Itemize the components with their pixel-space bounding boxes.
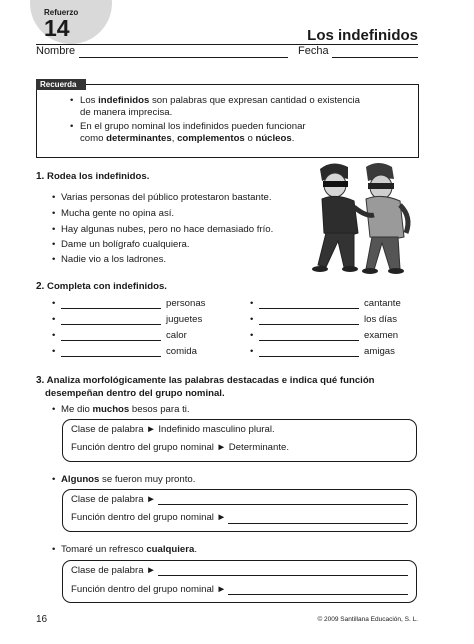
ex1-sentence[interactable]: • Mucha gente no opina así. (52, 208, 175, 219)
recuerda-item-2: • En el grupo nominal los indefinidos pueden funcionar como determinantes, complementos o núcleos. (70, 121, 306, 144)
fill-blank[interactable] (259, 324, 359, 325)
recuerda-item-1: • Los indefinidos son palabras que expresan cantidad o existencia de manera imprecisa. (70, 95, 360, 118)
exercise-2-title: 2. Completa con indefinidos. (36, 281, 167, 292)
function-answer-1: Determinante. (228, 442, 290, 453)
date-label: Fecha (298, 45, 329, 57)
class-answer-1: Indefinido masculino plural. (158, 424, 275, 435)
ex1-sentence[interactable]: • Hay algunas nubes, pero no hace demasiado frío. (52, 224, 274, 235)
tab-label: Refuerzo (44, 8, 79, 17)
header-rule (36, 44, 418, 45)
ex1-sentence[interactable]: • Nadie vio a los ladrones. (52, 254, 167, 265)
page-number: 16 (36, 614, 48, 625)
fill-blank[interactable] (61, 340, 161, 341)
class-row-2: Clase de palabra ► (71, 494, 156, 505)
class-answer-field-2[interactable] (158, 504, 408, 505)
bullet: • (70, 121, 74, 132)
ex3-sentence-3: • Tomaré un refresco cualquiera. (52, 544, 197, 555)
fill-blank[interactable] (61, 324, 161, 325)
bullet: • (70, 95, 74, 106)
sheet-number: 14 (44, 15, 70, 41)
ex3-sentence-1: • Me dio muchos besos para ti. (52, 404, 190, 415)
function-answer-field-3[interactable] (228, 594, 408, 595)
exercise-3-title: 3. Analiza morfológicamente las palabras destacadas e indica qué función desempeñan dentro del grupo nominal. (36, 375, 375, 399)
function-answer-field-2[interactable] (228, 523, 408, 524)
thieves-illustration (308, 157, 422, 275)
header-tab-circle (30, 0, 112, 44)
ex3-sentence-2: • Algunos se fueron muy pronto. (52, 474, 196, 485)
exercise-1-title: 1. Rodea los indefinidos. (36, 171, 150, 182)
recuerda-tag: Recuerda (36, 79, 86, 90)
class-row-1: Clase de palabra ► Indefinido masculino plural. (71, 424, 275, 435)
class-row-3: Clase de palabra ► (71, 565, 156, 576)
fill-blank[interactable] (61, 308, 161, 309)
name-field[interactable] (79, 57, 288, 58)
ex1-sentence[interactable]: • Varias personas del público protestaron bastante. (52, 192, 272, 203)
fill-blank[interactable] (61, 356, 161, 357)
class-answer-field-3[interactable] (158, 575, 408, 576)
function-row-2: Función dentro del grupo nominal ► (71, 512, 227, 523)
name-label: Nombre (36, 45, 76, 57)
fill-blank[interactable] (259, 340, 359, 341)
ex1-sentence[interactable]: • Dame un bolígrafo cualquiera. (52, 239, 190, 250)
fill-blank[interactable] (259, 356, 359, 357)
function-row-1: Función dentro del grupo nominal ► Determinante. (71, 442, 290, 453)
fill-blank[interactable] (259, 308, 359, 309)
date-field[interactable] (332, 57, 418, 58)
page-title: Los indefinidos (307, 27, 418, 44)
copyright: © 2009 Santillana Educación, S. L. (317, 616, 418, 623)
function-row-3: Función dentro del grupo nominal ► (71, 584, 227, 595)
